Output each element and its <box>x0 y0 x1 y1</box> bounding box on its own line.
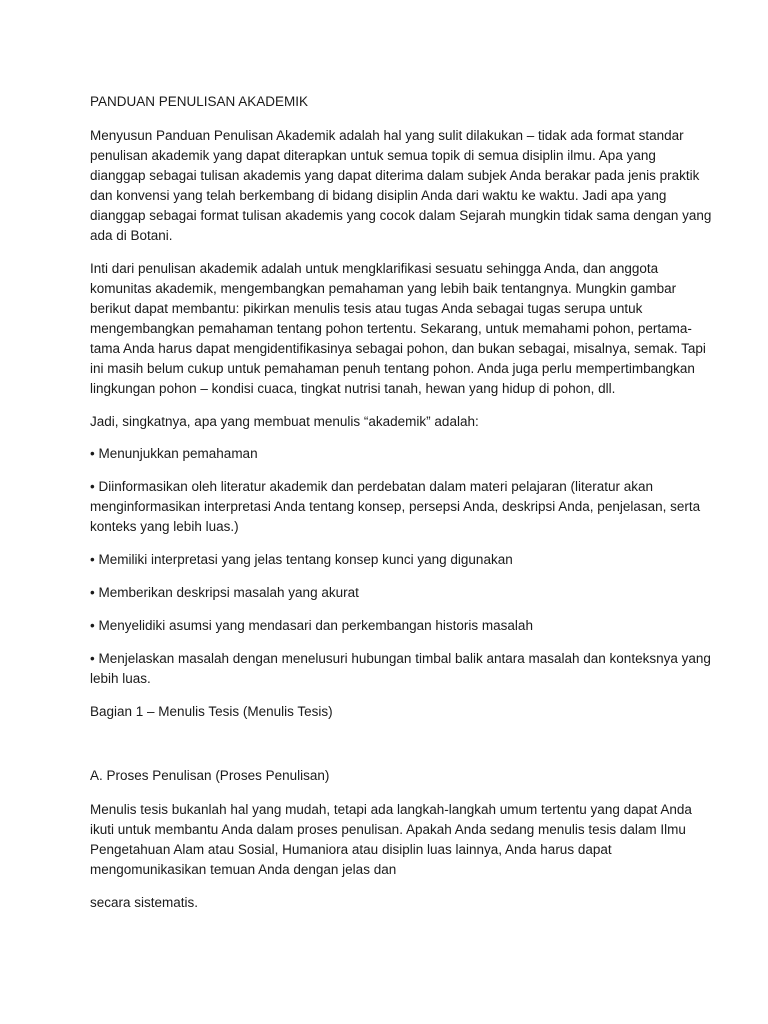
intro-line-6: ada di Botani. <box>90 228 173 243</box>
core-line-4: mengembangkan pemahaman tentang pohon tertentu. Sekarang, untuk memahami pohon, pertama- <box>90 321 692 336</box>
process-line-2: ikuti untuk membantu Anda dalam proses penulisan. Apakah Anda sedang menulis tesis dalam Ilmu <box>90 822 686 837</box>
intro-line-4: dan konvensi yang telah berkembang di bidang disiplin Anda dari waktu ke waktu. Jadi apa yang <box>90 188 667 203</box>
core-line-5: tama Anda harus dapat mengidentifikasinya sebagai pohon, dan bukan sebagai, misalnya, semak. Tapi <box>90 341 706 356</box>
core-line-6: ini masih belum cukup untuk pemahaman penuh tentang pohon. Anda juga perlu mempertimbangkan <box>90 361 695 376</box>
bullet-4: • Memberikan deskripsi masalah yang akurat <box>90 585 359 600</box>
section-1-heading: Bagian 1 – Menulis Tesis (Menulis Tesis) <box>90 704 333 719</box>
core-line-3: berikut dapat membantu: pikirkan menulis tesis atau tugas Anda sebagai tugas serupa untuk <box>90 301 643 316</box>
document-title: PANDUAN PENULISAN AKADEMIK <box>90 94 309 109</box>
core-line-7: lingkungan pohon – kondisi cuaca, tingkat nutrisi tanah, hewan yang hidup di pohon, dll. <box>90 381 616 396</box>
closing-line: secara sistematis. <box>90 895 199 910</box>
core-line-2: komunitas akademik, mengembangkan pemahaman yang lebih baik tentangnya. Mungkin gambar <box>90 281 677 296</box>
subsection-a-heading: A. Proses Penulisan (Proses Penulisan) <box>90 768 330 783</box>
intro-line-1: Menyusun Panduan Penulisan Akademik adalah hal yang sulit dilakukan – tidak ada format standar <box>90 128 684 143</box>
process-line-1: Menulis tesis bukanlah hal yang mudah, tetapi ada langkah-langkah umum tertentu yang dapat Anda <box>90 802 692 817</box>
bullet-2-line-2: menginformasikan interpretasi Anda tentang konsep, persepsi Anda, deskripsi Anda, penjelasan, serta <box>90 499 701 514</box>
bullet-6-line-2: lebih luas. <box>90 671 151 686</box>
bullet-6-line-1: • Menjelaskan masalah dengan menelusuri hubungan timbal balik antara masalah dan konteksnya yang <box>90 651 711 666</box>
intro-line-2: penulisan akademik yang dapat diterapkan untuk semua topik di semua disiplin ilmu. Apa yang <box>90 148 656 163</box>
bullet-5: • Menyelidiki asumsi yang mendasari dan perkembangan historis masalah <box>90 618 533 633</box>
bullet-2-line-3: konteks yang lebih luas.) <box>90 519 239 534</box>
process-line-3: Pengetahuan Alam atau Sosial, Humaniora atau disiplin luas lainnya, Anda harus dapat <box>90 842 612 857</box>
intro-line-5: dianggap sebagai format tulisan akademis yang cocok dalam Sejarah mungkin tidak sama dengan yang <box>90 208 712 223</box>
bullet-3: • Memiliki interpretasi yang jelas tentang konsep kunci yang digunakan <box>90 552 513 567</box>
bullet-2-line-1: • Diinformasikan oleh literatur akademik dan perdebatan dalam materi pelajaran (literatur akan <box>90 479 654 494</box>
process-line-4: mengomunikasikan temuan Anda dengan jelas dan <box>90 862 397 877</box>
bullet-1: • Menunjukkan pemahaman <box>90 446 258 461</box>
intro-line-3: dianggap sebagai tulisan akademis yang dapat diterima dalam subjek Anda berakar pada jenis praktik <box>90 168 700 183</box>
core-line-1: Inti dari penulisan akademik adalah untuk mengklarifikasi sesuatu sehingga Anda, dan anggota <box>90 261 659 276</box>
summary-line: Jadi, singkatnya, apa yang membuat menulis “akademik” adalah: <box>90 414 479 429</box>
